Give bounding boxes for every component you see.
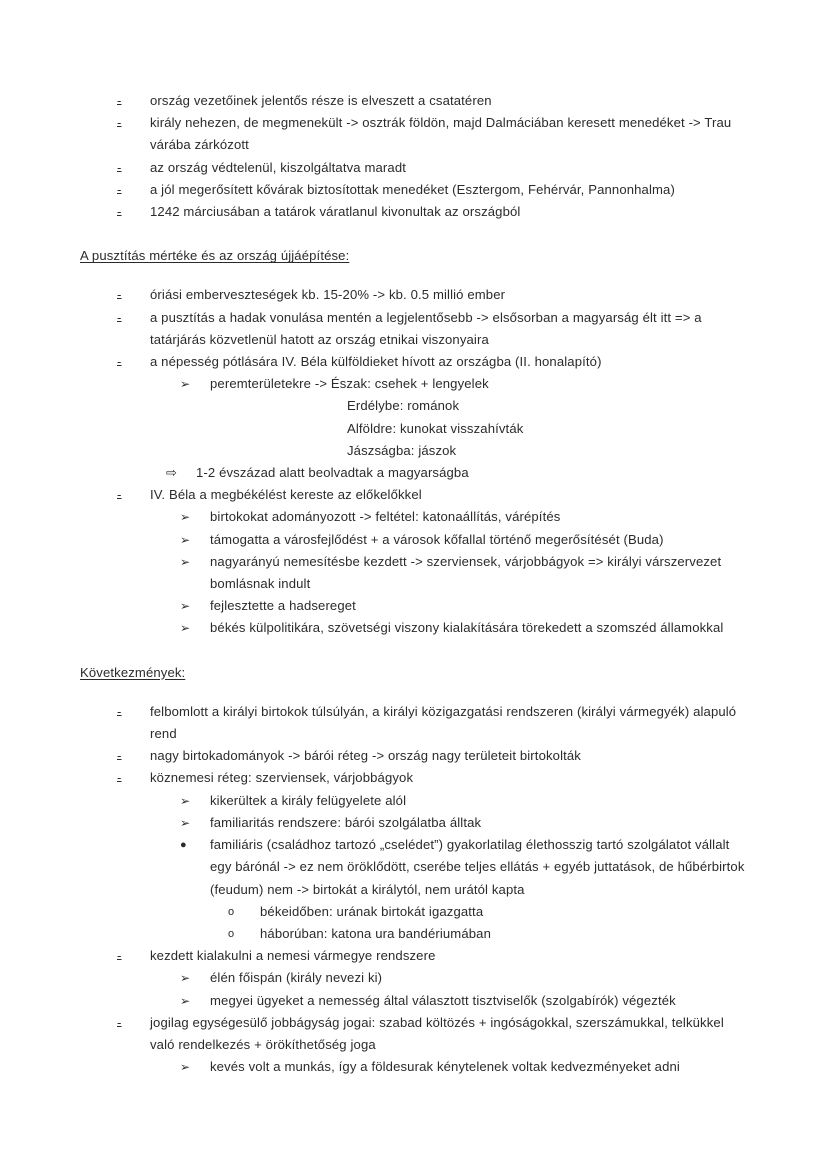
settlement-detail-line <box>347 440 748 462</box>
sub-list-item <box>180 617 748 639</box>
county-sublist <box>80 967 748 1011</box>
settlement-conclusion-item <box>166 462 748 484</box>
consequences-list <box>80 701 748 790</box>
sub-list-item-text: fejlesztette a hadsereget <box>210 598 356 614</box>
list-item-text: jogilag egységesülő jobbágyság jogai: szabad költözés + ingóságokkal, szerszámukkal, telkükkel való rendelkezés + örökíthetőség joga <box>150 1014 724 1052</box>
arrowhead-bullet-icon: ➢ <box>180 510 191 525</box>
sub-list-item-text: familiaritás rendszere: bárói szolgálatba álltak <box>210 814 482 830</box>
sub-list-item <box>180 967 748 989</box>
dash-bullet-icon: - <box>117 770 122 786</box>
list-item-text: a jól megerősített kővárak biztosítottak menedéket (Esztergom, Fehérvár, Pannonhalma) <box>150 181 675 197</box>
arrowhead-bullet-icon: ➢ <box>180 815 191 830</box>
sub-list-item-text: megyei ügyeket a nemesség által választott tisztviselők (szolgabírók) végezték <box>210 992 676 1008</box>
dash-bullet-icon: - <box>117 703 122 719</box>
list-item <box>117 484 748 506</box>
section-heading-text: A pusztítás mértéke és az ország újjáépítése: <box>80 248 350 264</box>
sub-list-item-text: peremterületekre -> Észak: csehek + lengyelek <box>210 376 489 392</box>
dash-bullet-icon: - <box>117 93 122 108</box>
sub-list-item <box>180 812 748 834</box>
list-item-text: király nehezen, de megmenekült -> osztrák földön, majd Dalmáciában keresett menedéket -> Trau várába zárkózott <box>150 115 732 153</box>
sub-list-item <box>180 506 748 528</box>
spacer <box>80 692 748 701</box>
bela-sublist <box>80 506 748 639</box>
dash-bullet-icon: - <box>117 487 122 503</box>
section-heading-consequences <box>80 662 748 684</box>
sub-list-item <box>180 373 748 395</box>
list-item-text: IV. Béla a megbékélést kereste az előkelőkkel <box>150 487 422 503</box>
dash-bullet-icon: - <box>117 748 122 764</box>
sub-list-item-text: familiáris (családhoz tartozó „cselédet”) gyakorlatilag élethosszig tartó szolgálatot vállalt egy bárónál -> ez nem öröklődött, cserébe teljes ellátás + egyéb juttatások, de hűbérbirtok (feudum) nem -> birtokát a királytól, nem urától kapta <box>210 837 745 897</box>
arrowhead-bullet-icon: ➢ <box>180 532 191 547</box>
hollow-circle-bullet-icon: o <box>228 905 235 918</box>
deep-list-item <box>228 923 748 945</box>
list-item-text: ország vezetőinek jelentős része is elveszett a csatatéren <box>150 93 492 108</box>
sub-list-item-text: békés külpolitikára, szövetségi viszony kialakítására törekedett a szomszéd államokkal <box>210 620 724 636</box>
sub-list-item <box>180 529 748 551</box>
list-item <box>117 767 748 789</box>
list-item <box>117 1012 748 1056</box>
sub-list-item-text: támogatta a városfejlődést + a városok kőfallal történő megerősítését (Buda) <box>210 531 664 547</box>
list-item <box>117 179 748 201</box>
dash-bullet-icon: - <box>117 309 122 325</box>
dash-bullet-icon: - <box>117 948 122 964</box>
list-item-text: a népesség pótlására IV. Béla külföldieket hívott az országba (II. honalapító) <box>150 354 602 370</box>
list-item <box>117 284 748 306</box>
settlement-detail-line <box>347 418 748 440</box>
filled-dot-bullet-icon: ● <box>180 839 187 852</box>
list-item <box>117 112 748 156</box>
settlement-detail-text: Alföldre: kunokat visszahívták <box>347 420 524 436</box>
sub-list-item <box>180 990 748 1012</box>
dash-bullet-icon: - <box>117 181 122 197</box>
hollow-circle-bullet-icon: o <box>228 927 235 940</box>
spacer <box>80 275 748 284</box>
arrowhead-bullet-icon: ➢ <box>180 554 191 569</box>
sub-list-item <box>180 790 748 812</box>
sub-list-item-text: kevés volt a munkás, így a földesurak kénytelenek voltak kedvezményeket adni <box>210 1059 680 1075</box>
arrowhead-bullet-icon: ➢ <box>180 599 191 614</box>
serf-sublist <box>80 1056 748 1078</box>
sub-list-item <box>180 1056 748 1078</box>
settlement-detail-text: Jászságba: jászok <box>347 442 457 458</box>
settlement-detail-line <box>347 395 748 417</box>
dash-bullet-icon: - <box>117 1014 122 1030</box>
list-item-text: az ország védtelenül, kiszolgáltatva maradt <box>150 159 406 175</box>
sub-list-item <box>180 551 748 595</box>
arrowhead-bullet-icon: ➢ <box>180 971 191 986</box>
dash-bullet-icon: - <box>117 159 122 175</box>
nobility-sublist <box>80 790 748 945</box>
deep-list-item-text: békeidőben: urának birtokát igazgatta <box>260 903 484 919</box>
dash-bullet-icon: - <box>117 354 122 370</box>
arrowhead-bullet-icon: ➢ <box>180 993 191 1008</box>
section-heading-destruction <box>80 245 748 267</box>
arrowhead-bullet-icon: ➢ <box>180 793 191 808</box>
list-item <box>117 157 748 179</box>
settlement-conclusion-text: 1-2 évszázad alatt beolvadtak a magyarságba <box>196 465 469 481</box>
dash-bullet-icon: - <box>117 115 122 131</box>
list-item-text: nagy birtokadományok -> bárói réteg -> ország nagy területeit birtokolták <box>150 748 581 764</box>
sub-list-item-text: kikerültek a király felügyelete alól <box>210 792 407 808</box>
list-item <box>117 945 748 967</box>
list-item-text: 1242 márciusában a tatárok váratlanul kivonultak az országból <box>150 204 521 220</box>
deep-list-item-text: háborúban: katona ura bandériumában <box>260 925 491 941</box>
list-item-text: kezdett kialakulni a nemesi vármegye rendszere <box>150 948 436 964</box>
deep-list-item <box>228 901 748 923</box>
sub-list-item-text: birtokokat adományozott -> feltétel: katonaállítás, várépítés <box>210 509 561 525</box>
sub-list-item-text: nagyarányú nemesítésbe kezdett -> szerviensek, várjobbágyok => királyi várszervezet bomlásnak indult <box>210 553 722 592</box>
list-item-text: a pusztítás a hadak vonulása mentén a legjelentősebb -> elsősorban a magyarság élt itt => a tatárjárás közvetlenül hatott az ország etnikai viszonyaira <box>150 309 702 347</box>
list-item <box>117 201 748 223</box>
hollow-arrow-bullet-icon: ⇨ <box>166 465 178 481</box>
arrowhead-bullet-icon: ➢ <box>180 1060 191 1075</box>
dash-bullet-icon: - <box>117 287 122 303</box>
destruction-list <box>80 284 748 373</box>
list-item <box>117 701 748 745</box>
settlement-sublist <box>80 373 748 484</box>
dash-bullet-icon: - <box>117 204 122 220</box>
arrowhead-bullet-icon: ➢ <box>180 621 191 636</box>
list-item-text: köznemesi réteg: szerviensek, várjobbágyok <box>150 770 414 786</box>
list-item <box>117 90 748 112</box>
sub-list-item-familiaris <box>180 834 748 901</box>
settlement-detail-text: Erdélybe: románok <box>347 398 460 414</box>
list-item <box>117 745 748 767</box>
list-item <box>117 351 748 373</box>
list-item-text: felbomlott a királyi birtokok túlsúlyán, a királyi közigazgatási rendszeren (királyi vármegyék) alapuló rend <box>150 703 737 742</box>
arrowhead-bullet-icon: ➢ <box>180 377 191 392</box>
intro-list <box>80 90 748 223</box>
sub-list-item-text: élén főispán (király nevezi ki) <box>210 970 383 986</box>
sub-list-item <box>180 595 748 617</box>
list-item-text: óriási emberveszteségek kb. 15-20% -> kb. 0.5 millió ember <box>150 287 506 303</box>
list-item <box>117 307 748 351</box>
section-heading-text: Következmények: <box>80 664 186 680</box>
